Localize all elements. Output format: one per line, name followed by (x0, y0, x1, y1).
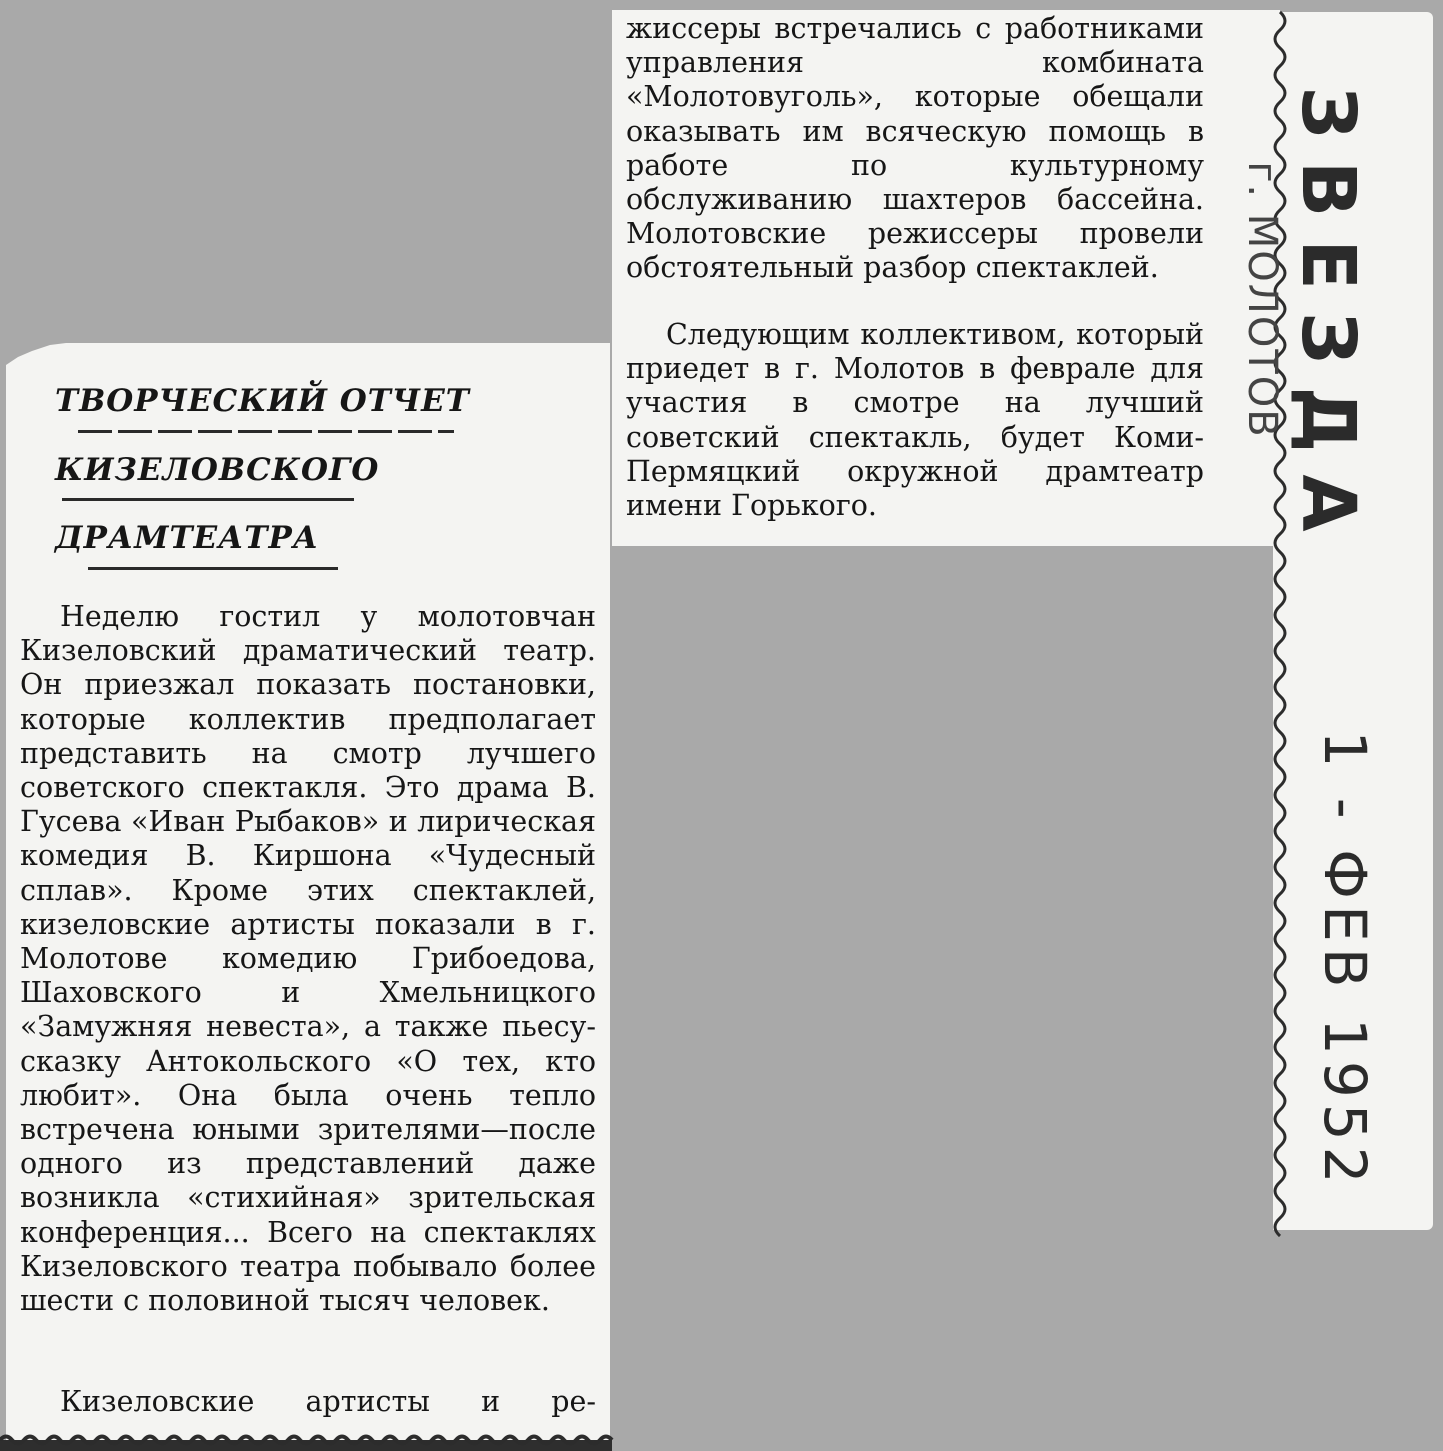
article-title-line-3: ДРАМТЕАТРА (55, 520, 320, 556)
title-rule-3 (88, 567, 338, 570)
article-title-line-2: КИЗЕЛОВСКОГО (55, 452, 380, 488)
stamp-city: г. МОЛОТОВ (1239, 161, 1285, 439)
article-paragraph-3: Следующим коллективом, который приедет в г. Молотов в феврале для участия в смотре на лучший советский спектакль, будет Коми-Пермяцкий окружной драмтеатр имени Горького. (626, 318, 1204, 523)
title-rule-1 (78, 430, 454, 433)
article-paragraph-1: Неделю гостил у молотовчан Кизеловский драматический театр. Он приезжал показать постановки, которые коллектив предполагает представить на смотр лучшего советского спектакля. Это драма В. Гусева «Иван Рыбаков» и лирическая комедия В. Киршона «Чудесный сплав». Кроме этих спектаклей, кизеловские артисты показали в г. Молотове комедию Грибоедова, Шаховского и Хмельницкого «Замужняя невеста», а также пьесу-сказку Антокольского «О тех, кто любит». Она была очень тепло встречена юными зрителями—после одного из представлений даже возникла «стихийная» зрительская конференция... Всего на спектаклях Кизеловского театра побывало более шести с половиной тысяч человек. (20, 600, 596, 1318)
article-paragraph-2-start: Кизеловские артисты и ре- (60, 1385, 596, 1418)
bottom-wave-border (0, 1437, 612, 1444)
stamp-newspaper-name: ЗВЕЗДА (1285, 86, 1371, 554)
article-title-line-1: ТВОРЧЕСКИЙ ОТЧЕТ (55, 383, 470, 419)
stamp-date: 1 - ФЕВ 1952 (1311, 730, 1379, 1190)
article-continuation-paragraph: жиссеры встречались с работниками управления комбината «Молотовуголь», которые обещали оказывать им всяческую помощь в работе по культурному обслуживанию шахтеров бассейна. Молотовские режиссеры провели обстоятельный разбор спектаклей. (626, 12, 1204, 285)
title-rule-2 (62, 498, 354, 501)
